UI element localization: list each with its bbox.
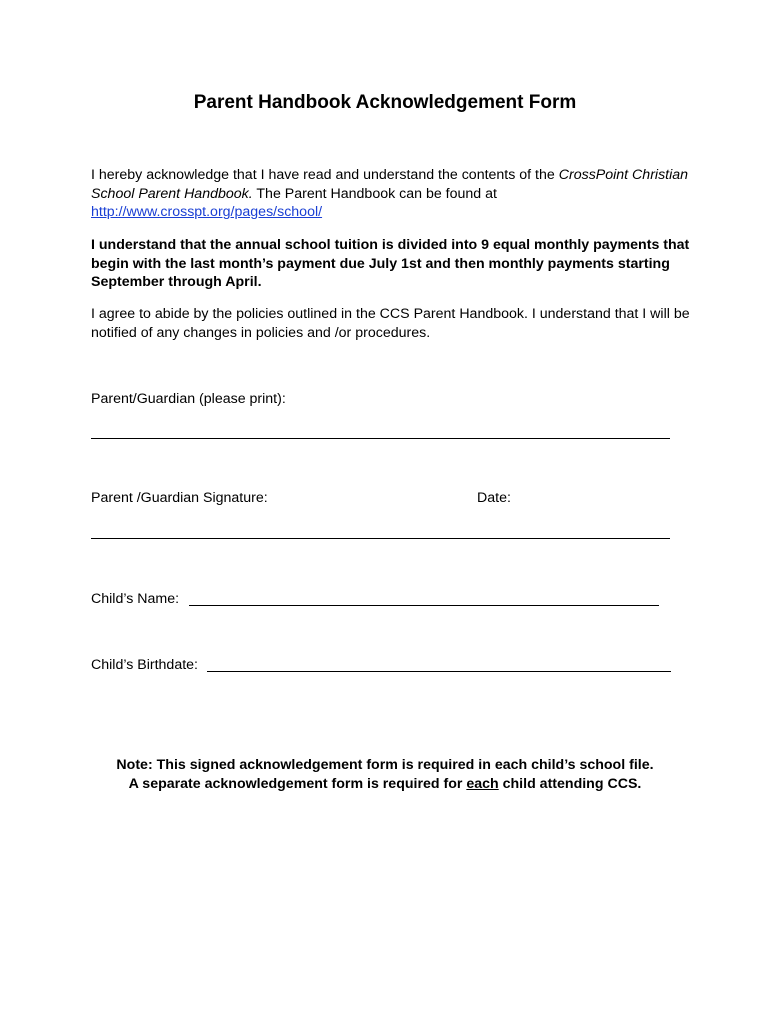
child-birthdate-label: Child’s Birthdate: bbox=[91, 657, 198, 673]
handbook-name: CrossPoint Christian School Parent Handbook. bbox=[91, 167, 689, 202]
note-line-2-end: child attending CCS. bbox=[498, 775, 642, 792]
note-line-2-text: A separate acknowledgement form is required for bbox=[128, 775, 467, 792]
note-line-1: Note: This signed acknowledgement form is required in each child’s school file. bbox=[116, 757, 654, 773]
note-line-2 bbox=[0, 775, 770, 794]
tuition-paragraph: I understand that the annual school tuition is divided into 9 equal monthly payments that begin with the last month’s payment due July 1st and then monthly payments starting September through April. bbox=[91, 237, 690, 290]
note-emphasis: each bbox=[466, 775, 499, 792]
guardian-print-label: Parent/Guardian (please print): bbox=[91, 391, 286, 407]
guardian-signature-label: Parent /Guardian Signature: bbox=[91, 490, 268, 506]
intro-text: I hereby acknowledge that I have read and understand the contents of the bbox=[91, 167, 559, 183]
policy-paragraph: I agree to abide by the policies outlined in the CCS Parent Handbook. I understand that I will be notified of any changes in policies and /or procedures. bbox=[91, 306, 690, 341]
child-name-line[interactable] bbox=[189, 605, 659, 606]
guardian-print-line[interactable] bbox=[91, 438, 670, 439]
child-birthdate-line[interactable] bbox=[207, 671, 671, 672]
page-title: Parent Handbook Acknowledgement Form bbox=[193, 92, 577, 113]
handbook-link[interactable]: http://www.crosspt.org/pages/school/ bbox=[91, 204, 323, 220]
child-name-label: Child’s Name: bbox=[91, 591, 180, 607]
date-label: Date: bbox=[477, 490, 511, 506]
note bbox=[0, 756, 770, 793]
acknowledgement-paragraph bbox=[91, 166, 691, 222]
guardian-signature-line[interactable] bbox=[91, 538, 670, 539]
intro-text-after: The Parent Handbook can be found at bbox=[252, 185, 497, 202]
